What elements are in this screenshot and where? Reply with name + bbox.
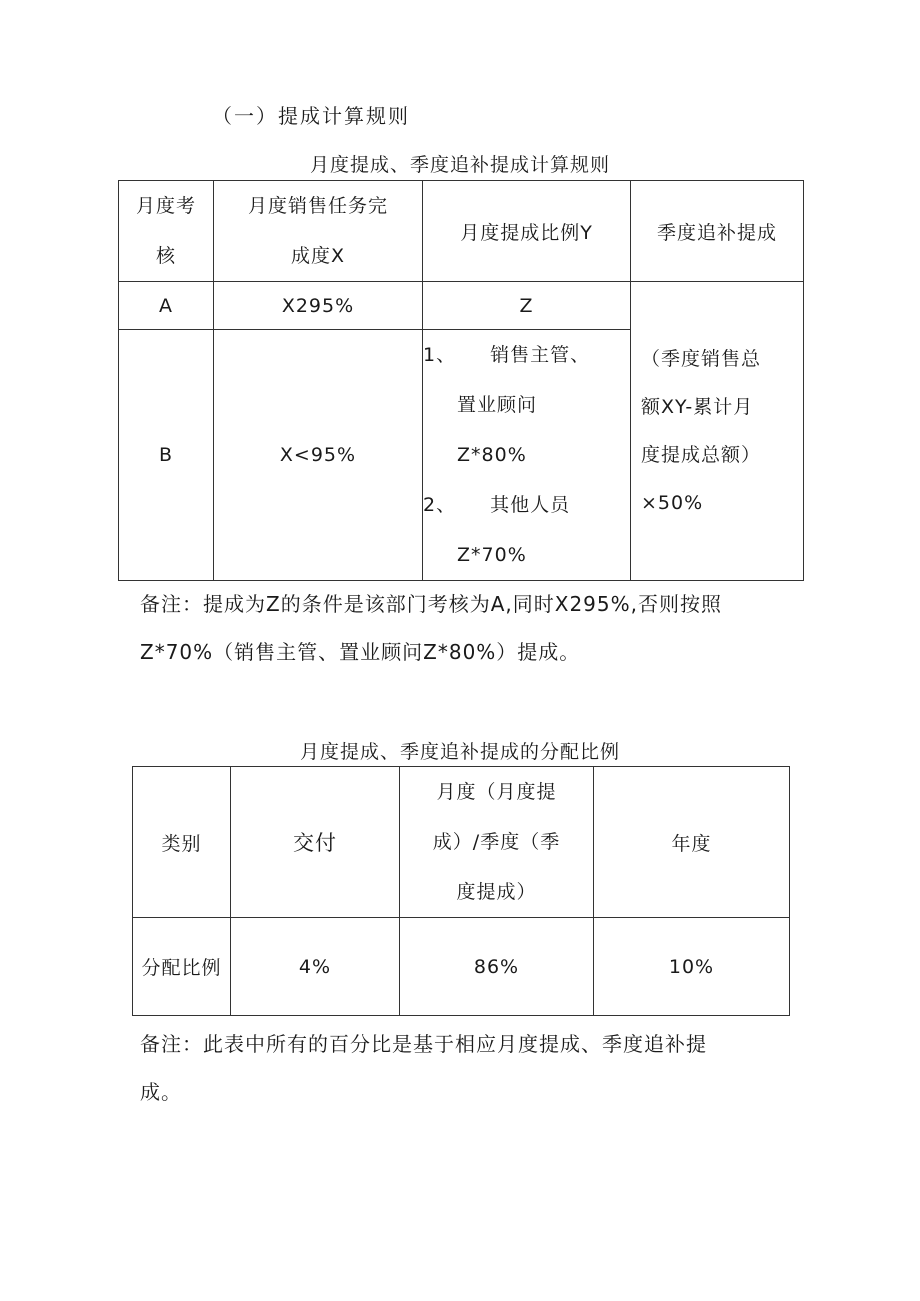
table-row-a [119,282,804,330]
delivery-value: 4% [231,918,400,1016]
header-month-quarter [400,767,594,918]
commission-rules-table [118,180,804,581]
note-line: Z*70%（销售主管、置业顾问Z*80%）提成。 [140,640,581,664]
header-annual: 年度 [594,767,790,918]
header-completion [214,181,423,282]
header-monthly-assessment [119,181,214,282]
header-delivery: 交付 [231,767,400,918]
list-text: 其他人员 [490,494,571,516]
header-quarterly: 季度追补提成 [631,181,804,282]
list-item [423,480,630,530]
completion-cell: X295% [214,282,423,330]
list-item [423,330,630,380]
note-line: 成。 [140,1080,182,1104]
grade-cell: A [119,282,214,330]
table-header-row [119,181,804,282]
grade-cell: B [119,330,214,581]
table2-caption: 月度提成、季度追补提成的分配比例 [299,741,620,763]
header-text: 成度X [290,245,346,267]
table-row [133,918,790,1016]
formula-line: 度提成总额） [641,444,762,466]
header-text: 度提成） [456,881,537,903]
table1-caption: 月度提成、季度追补提成计算规则 [309,154,610,176]
month-quarter-value: 86% [400,918,594,1016]
header-text: 成）/季度（季 [432,831,561,853]
quarterly-formula-cell [631,282,804,581]
list-number: 1、 [423,344,457,366]
header-text: 月度销售任务完 [247,195,388,217]
note-line: 备注：此表中所有的百分比是基于相应月度提成、季度追补提 [140,1032,707,1056]
annual-value: 10% [594,918,790,1016]
formula-line: （季度销售总 [641,348,762,370]
allocation-ratio-table [132,766,790,1016]
header-text: 月度（月度提 [436,781,557,803]
formula-line: 额XY-累计月 [641,396,754,418]
table-header-row [133,767,790,918]
list-value: Z*70% [457,544,527,566]
header-ratio: 月度提成比例Y [423,181,631,282]
note-1 [140,580,800,676]
section-heading: （一）提成计算规则 [212,104,410,128]
ratio-cell: Z [423,282,631,330]
list-number: 2、 [423,494,457,516]
ratio-list-cell [423,330,631,581]
list-text: 销售主管、 [490,344,591,366]
header-category: 类别 [133,767,231,918]
formula-line: ×50% [641,492,704,514]
list-value: Z*80% [457,444,527,466]
completion-cell: X<95% [214,330,423,581]
note-line: 备注：提成为Z的条件是该部门考核为A,同时X295%,否则按照 [140,592,722,616]
list-text: 置业顾问 [457,394,538,416]
note-2 [140,1020,800,1116]
row-label: 分配比例 [133,918,231,1016]
header-text: 核 [155,245,176,267]
header-text: 月度考 [135,195,196,217]
